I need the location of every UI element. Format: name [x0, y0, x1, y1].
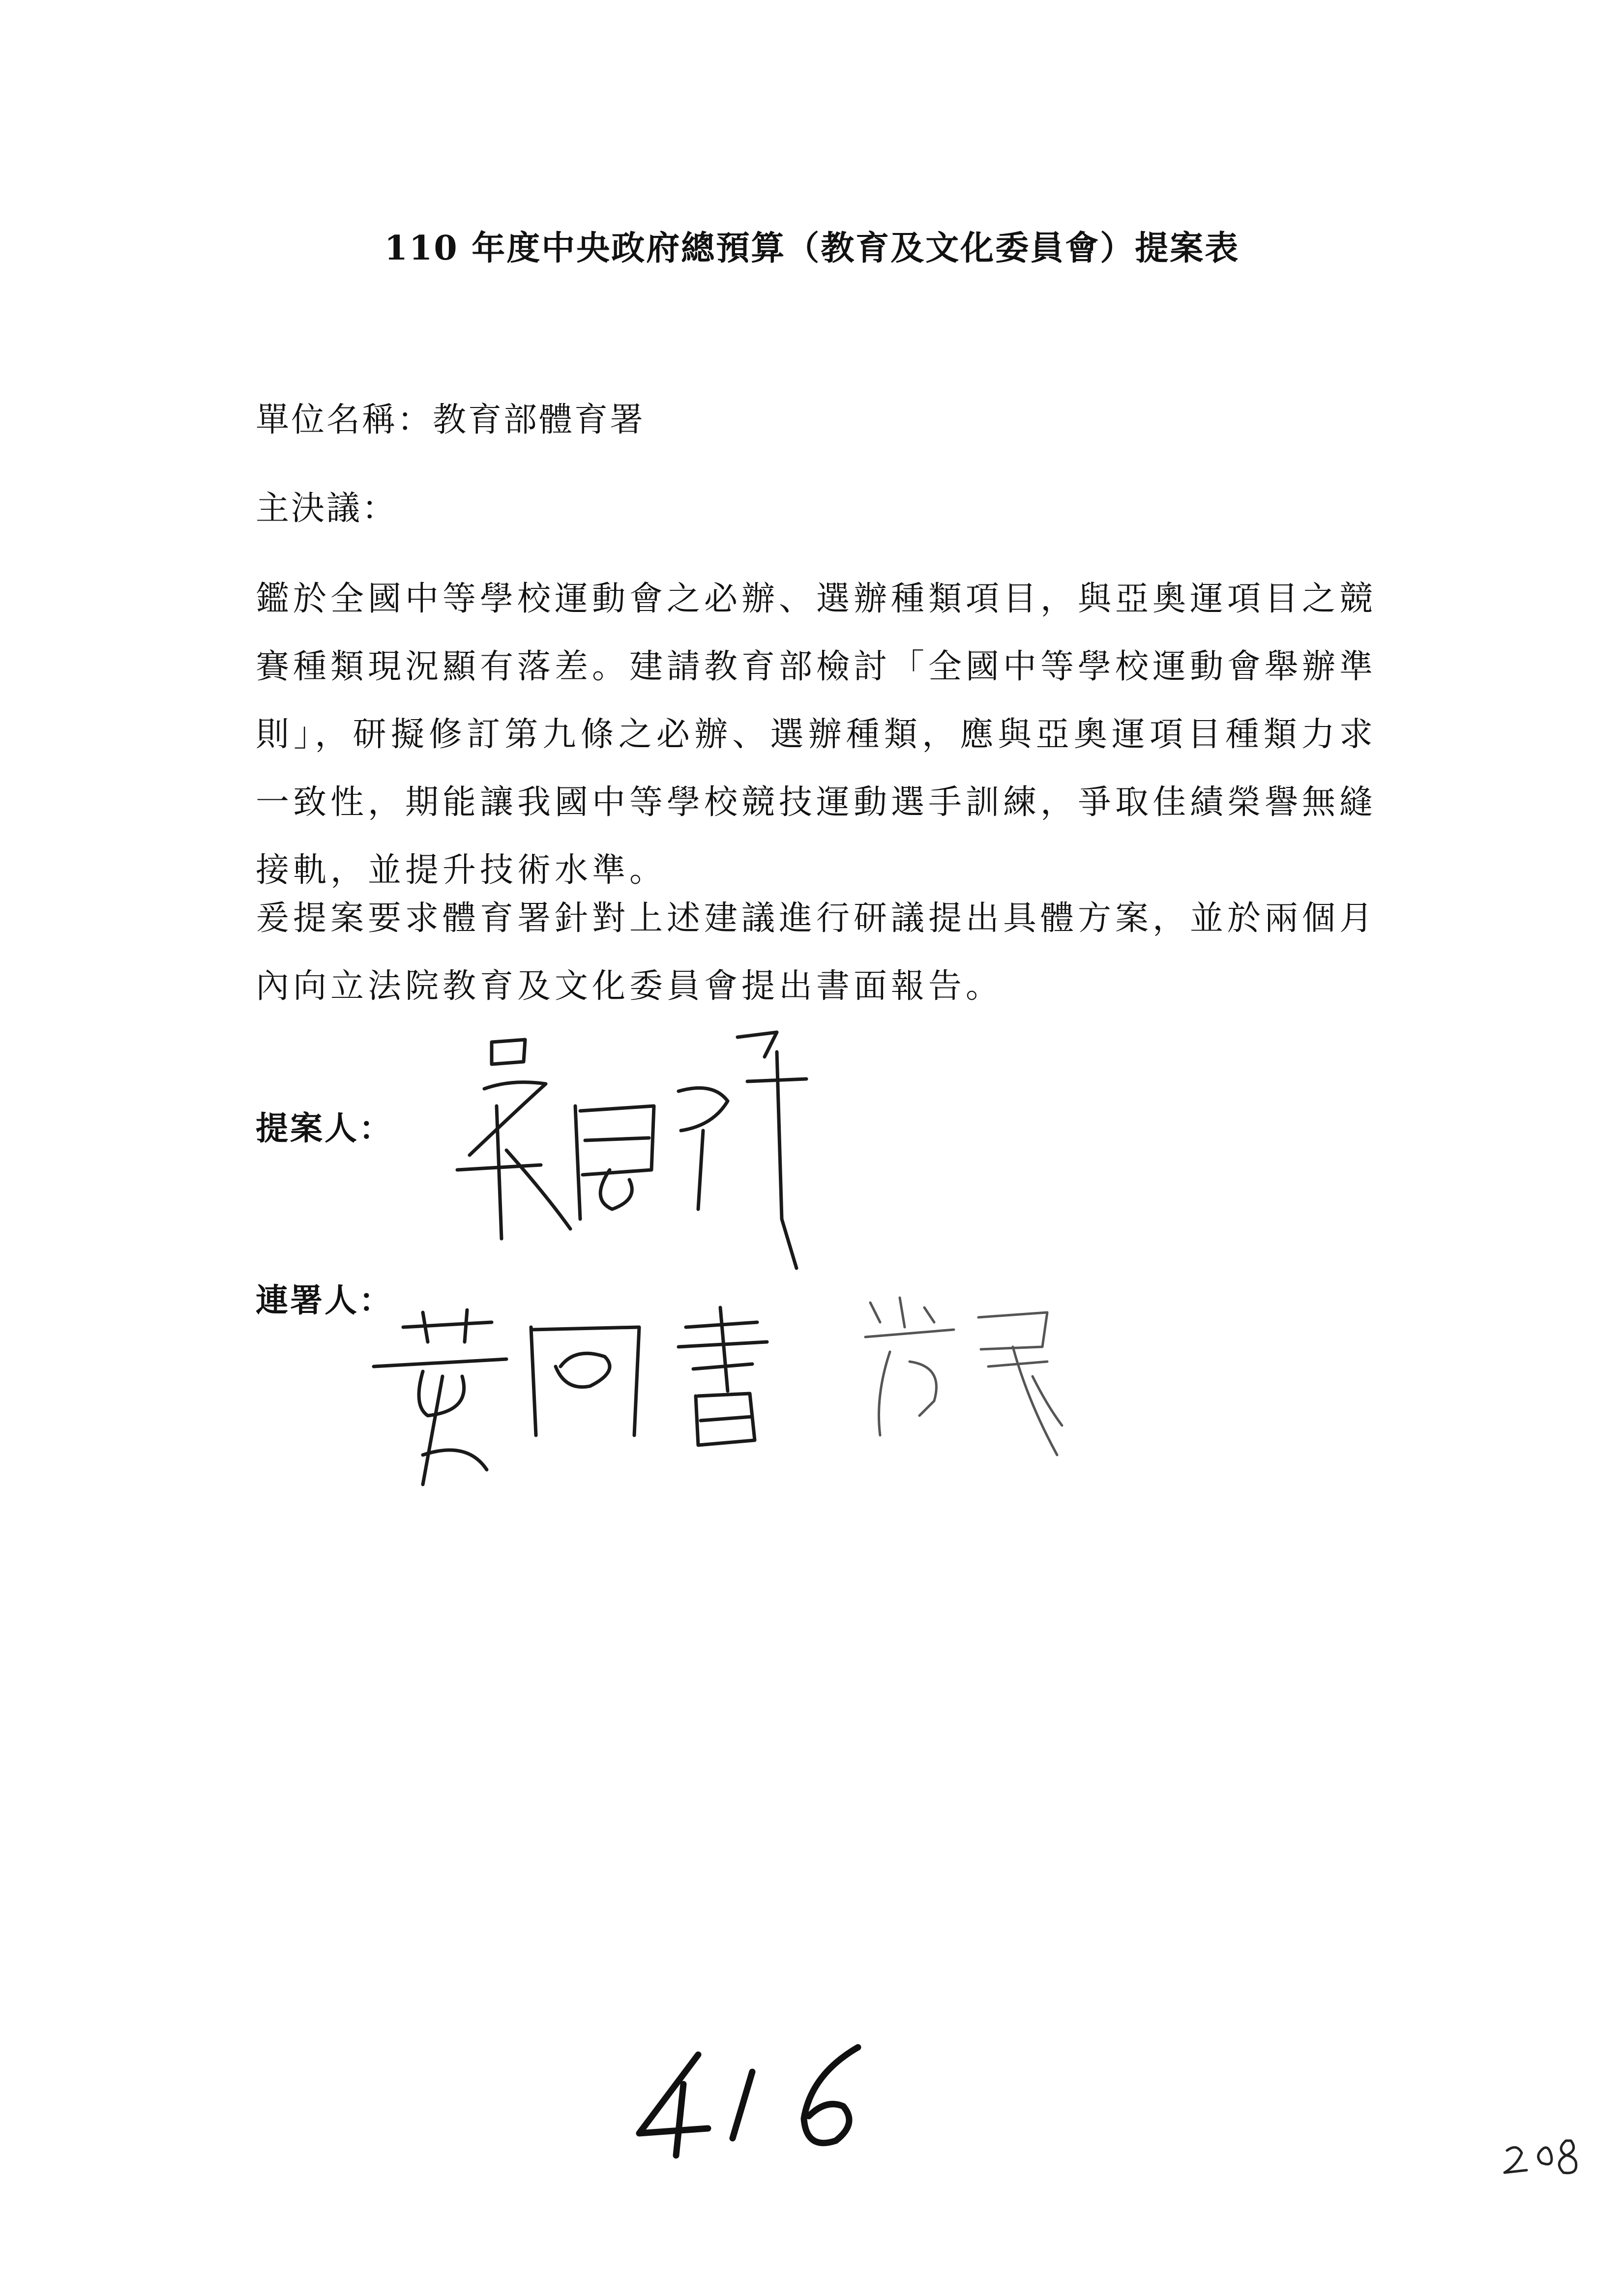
handwritten-number-208	[1505, 2141, 1576, 2173]
cosigner-signature-1	[374, 1308, 767, 1484]
unit-name-value: 教育部體育署	[433, 401, 646, 439]
document-title: 110 年度中央政府總預算（教育及文化委員會）提案表	[384, 229, 1240, 268]
main-resolution-label: 主決議：	[256, 489, 398, 528]
handwritten-number-416	[639, 2047, 858, 2155]
proposer-signature	[457, 1032, 806, 1268]
unit-name-label: 單位名稱：	[256, 401, 433, 439]
proposer-label: 提案人：	[256, 1109, 393, 1147]
resolution-paragraph-2: 爰提案要求體育署針對上述建議進行研議提出具體方案，並於兩個月內向立法院教育及文化委員會提出書面報告。	[256, 899, 1377, 1006]
resolution-paragraph-1: 鑑於全國中等學校運動會之必辦、選辦種類項目，與亞奧運項目之競賽種類現況顯有落差。建請教育部檢討「全國中等學校運動會舉辦準則」，研擬修訂第九條之必辦、選辦種類，應與亞奧運項目種類力求一致性，期能讓我國中等學校競技運動選手訓練，爭取佳績榮譽無縫接軌，並提升技術水準。	[256, 580, 1377, 890]
cosigner-signature-2	[865, 1298, 1062, 1455]
cosigner-label: 連署人：	[256, 1281, 393, 1319]
